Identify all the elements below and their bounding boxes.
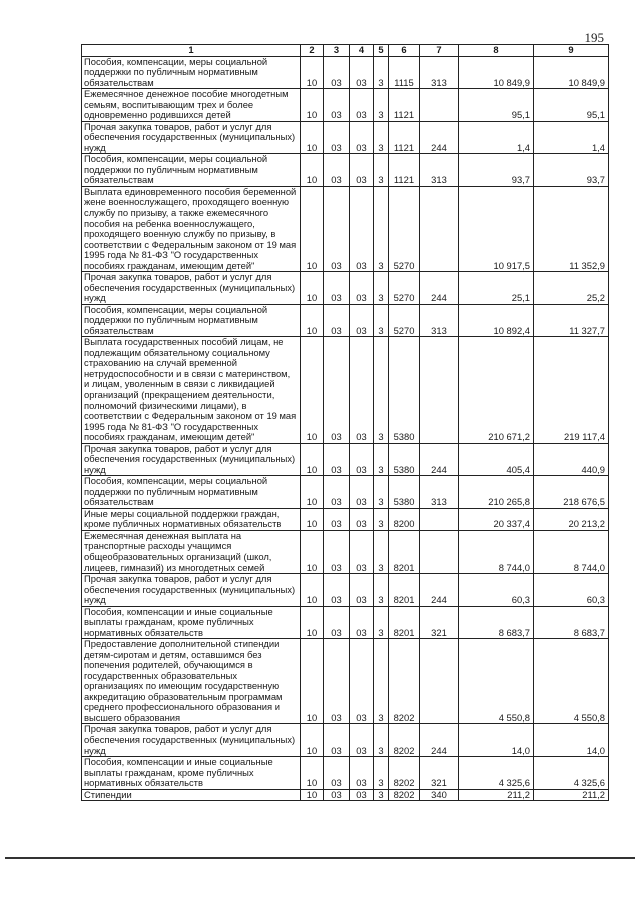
row-type: 321 bbox=[420, 606, 459, 639]
row-name: Прочая закупка товаров, работ и услуг для обеспечения государственных (муниципальных) нужд bbox=[82, 121, 301, 154]
row-amount-2020: 14,0 bbox=[459, 724, 534, 757]
table-header bbox=[82, 45, 609, 57]
row-amount-2020: 4 550,8 bbox=[459, 639, 534, 724]
row-section: 10 bbox=[301, 757, 324, 790]
row-subsection: 03 bbox=[324, 337, 350, 443]
row-subsection: 03 bbox=[324, 574, 350, 607]
row-code: 1115 bbox=[389, 56, 420, 89]
row-subsection: 03 bbox=[324, 606, 350, 639]
row-amount-2021: 1,4 bbox=[534, 121, 609, 154]
row-program: 3 bbox=[374, 476, 389, 509]
row-subsection-2: 03 bbox=[350, 639, 374, 724]
row-section: 10 bbox=[301, 154, 324, 187]
row-code: 8202 bbox=[389, 724, 420, 757]
row-subsection-2: 03 bbox=[350, 56, 374, 89]
row-program: 3 bbox=[374, 606, 389, 639]
row-subsection-2: 03 bbox=[350, 272, 374, 305]
row-subsection-2: 03 bbox=[350, 443, 374, 476]
row-amount-2021: 440,9 bbox=[534, 443, 609, 476]
row-amount-2021: 11 352,9 bbox=[534, 186, 609, 271]
row-section: 10 bbox=[301, 530, 324, 573]
row-amount-2020: 211,2 bbox=[459, 789, 534, 801]
row-amount-2021: 10 849,9 bbox=[534, 56, 609, 89]
row-amount-2020: 210 671,2 bbox=[459, 337, 534, 443]
row-amount-2021: 95,1 bbox=[534, 89, 609, 122]
row-type: 313 bbox=[420, 304, 459, 337]
header-col-3: 3 bbox=[324, 45, 350, 57]
table-body bbox=[82, 56, 609, 801]
table-row bbox=[82, 186, 609, 271]
row-section: 10 bbox=[301, 304, 324, 337]
row-type bbox=[420, 186, 459, 271]
row-program: 3 bbox=[374, 304, 389, 337]
row-amount-2020: 10 849,9 bbox=[459, 56, 534, 89]
row-program: 3 bbox=[374, 639, 389, 724]
row-section: 10 bbox=[301, 443, 324, 476]
row-section: 10 bbox=[301, 56, 324, 89]
row-section: 10 bbox=[301, 606, 324, 639]
row-subsection: 03 bbox=[324, 121, 350, 154]
row-amount-2021: 4 550,8 bbox=[534, 639, 609, 724]
row-subsection: 03 bbox=[324, 56, 350, 89]
row-subsection: 03 bbox=[324, 789, 350, 801]
row-section: 10 bbox=[301, 789, 324, 801]
table-row bbox=[82, 757, 609, 790]
row-amount-2021: 14,0 bbox=[534, 724, 609, 757]
row-subsection-2: 03 bbox=[350, 476, 374, 509]
row-amount-2021: 219 117,4 bbox=[534, 337, 609, 443]
header-col-9: 9 bbox=[534, 45, 609, 57]
row-type bbox=[420, 639, 459, 724]
row-program: 3 bbox=[374, 757, 389, 790]
row-type: 321 bbox=[420, 757, 459, 790]
table-row bbox=[82, 89, 609, 122]
row-section: 10 bbox=[301, 121, 324, 154]
row-code: 1121 bbox=[389, 89, 420, 122]
table-row bbox=[82, 639, 609, 724]
table-row bbox=[82, 724, 609, 757]
table-row bbox=[82, 337, 609, 443]
header-col-6: 6 bbox=[389, 45, 420, 57]
table-row bbox=[82, 476, 609, 509]
row-subsection: 03 bbox=[324, 443, 350, 476]
row-name: Выплата государственных пособий лицам, не подлежащим обязательному социальному страхованию на случай временной нетрудоспособности и в связи с материнством, и лицам, уволенным в связи с ликвидацией организаций (прекращением деятельности, полномочий физическими лицами), в соответствии с Федеральным законом от 19 мая 1995 года № 81-ФЗ "О государственных пособиях гражданам, имеющим детей" bbox=[82, 337, 301, 443]
row-name: Ежемесячное денежное пособие многодетным семьям, воспитывающим трех и более одновременно родившихся детей bbox=[82, 89, 301, 122]
row-code: 8201 bbox=[389, 574, 420, 607]
row-subsection: 03 bbox=[324, 724, 350, 757]
header-col-7: 7 bbox=[420, 45, 459, 57]
row-program: 3 bbox=[374, 186, 389, 271]
row-code: 8201 bbox=[389, 606, 420, 639]
row-amount-2021: 218 676,5 bbox=[534, 476, 609, 509]
page-number: 195 bbox=[584, 30, 604, 45]
row-program: 3 bbox=[374, 789, 389, 801]
row-subsection: 03 bbox=[324, 508, 350, 530]
row-subsection-2: 03 bbox=[350, 724, 374, 757]
row-amount-2020: 93,7 bbox=[459, 154, 534, 187]
row-name: Пособия, компенсации, меры социальной поддержки по публичным нормативным обязательствам bbox=[82, 304, 301, 337]
row-type: 244 bbox=[420, 272, 459, 305]
row-amount-2021: 8 744,0 bbox=[534, 530, 609, 573]
row-amount-2020: 8 683,7 bbox=[459, 606, 534, 639]
row-name: Выплата единовременного пособия беременной жене военнослужащего, проходящего военную службу по призыву, а также ежемесячного пособия на ребенка военнослужащего, проходящего военную службу по призыву, в соответствии с Федеральным законом от 19 мая 1995 года № 81-ФЗ "О государственных пособиях гражданам, имеющим детей" bbox=[82, 186, 301, 271]
row-subsection-2: 03 bbox=[350, 121, 374, 154]
row-amount-2021: 25,2 bbox=[534, 272, 609, 305]
row-type: 244 bbox=[420, 121, 459, 154]
row-program: 3 bbox=[374, 272, 389, 305]
row-section: 10 bbox=[301, 724, 324, 757]
row-type bbox=[420, 337, 459, 443]
row-subsection-2: 03 bbox=[350, 606, 374, 639]
row-program: 3 bbox=[374, 121, 389, 154]
row-subsection: 03 bbox=[324, 530, 350, 573]
row-name: Прочая закупка товаров, работ и услуг для обеспечения государственных (муниципальных) нужд bbox=[82, 443, 301, 476]
header-col-5: 5 bbox=[374, 45, 389, 57]
table-row bbox=[82, 443, 609, 476]
table-row bbox=[82, 154, 609, 187]
row-name: Пособия, компенсации и иные социальные выплаты гражданам, кроме публичных нормативных обязательств bbox=[82, 757, 301, 790]
row-amount-2020: 8 744,0 bbox=[459, 530, 534, 573]
row-subsection-2: 03 bbox=[350, 89, 374, 122]
bottom-rule bbox=[5, 857, 635, 859]
row-section: 10 bbox=[301, 272, 324, 305]
row-code: 5270 bbox=[389, 186, 420, 271]
row-program: 3 bbox=[374, 443, 389, 476]
row-code: 8202 bbox=[389, 757, 420, 790]
row-section: 10 bbox=[301, 508, 324, 530]
row-name: Предоставление дополнительной стипендии детям-сиротам и детям, оставшимся без попечения родителей, обучающимся в государственных образовательных организациях по имеющим государственную аккредитацию образовательным программам среднего профессионального образования и высшего образования bbox=[82, 639, 301, 724]
row-type: 340 bbox=[420, 789, 459, 801]
header-col-2: 2 bbox=[301, 45, 324, 57]
row-program: 3 bbox=[374, 508, 389, 530]
row-subsection-2: 03 bbox=[350, 789, 374, 801]
row-amount-2020: 405,4 bbox=[459, 443, 534, 476]
row-program: 3 bbox=[374, 337, 389, 443]
row-code: 1121 bbox=[389, 121, 420, 154]
row-section: 10 bbox=[301, 476, 324, 509]
row-code: 1121 bbox=[389, 154, 420, 187]
row-subsection: 03 bbox=[324, 304, 350, 337]
row-amount-2020: 60,3 bbox=[459, 574, 534, 607]
row-subsection-2: 03 bbox=[350, 337, 374, 443]
row-amount-2021: 11 327,7 bbox=[534, 304, 609, 337]
row-name: Ежемесячная денежная выплата на транспортные расходы учащимся общеобразовательных организаций (школ, лицеев, гимназий) из многодетных семей bbox=[82, 530, 301, 573]
row-subsection-2: 03 bbox=[350, 508, 374, 530]
row-program: 3 bbox=[374, 154, 389, 187]
row-name: Прочая закупка товаров, работ и услуг для обеспечения государственных (муниципальных) нужд bbox=[82, 724, 301, 757]
row-code: 8200 bbox=[389, 508, 420, 530]
row-amount-2020: 25,1 bbox=[459, 272, 534, 305]
table-row bbox=[82, 121, 609, 154]
row-subsection: 03 bbox=[324, 757, 350, 790]
budget-table bbox=[81, 44, 609, 801]
row-subsection: 03 bbox=[324, 272, 350, 305]
table-row bbox=[82, 272, 609, 305]
table-row bbox=[82, 606, 609, 639]
row-amount-2021: 20 213,2 bbox=[534, 508, 609, 530]
row-subsection: 03 bbox=[324, 154, 350, 187]
row-code: 5270 bbox=[389, 272, 420, 305]
header-col-1: 1 bbox=[82, 45, 301, 57]
header-col-4: 4 bbox=[350, 45, 374, 57]
row-type: 313 bbox=[420, 476, 459, 509]
row-amount-2020: 10 917,5 bbox=[459, 186, 534, 271]
row-amount-2021: 8 683,7 bbox=[534, 606, 609, 639]
row-section: 10 bbox=[301, 89, 324, 122]
row-program: 3 bbox=[374, 56, 389, 89]
row-name: Прочая закупка товаров, работ и услуг для обеспечения государственных (муниципальных) нужд bbox=[82, 574, 301, 607]
row-amount-2020: 95,1 bbox=[459, 89, 534, 122]
row-section: 10 bbox=[301, 639, 324, 724]
row-name: Прочая закупка товаров, работ и услуг для обеспечения государственных (муниципальных) нужд bbox=[82, 272, 301, 305]
row-type bbox=[420, 89, 459, 122]
row-name: Иные меры социальной поддержки граждан, кроме публичных нормативных обязательств bbox=[82, 508, 301, 530]
row-amount-2021: 93,7 bbox=[534, 154, 609, 187]
row-section: 10 bbox=[301, 337, 324, 443]
row-name: Пособия, компенсации, меры социальной поддержки по публичным нормативным обязательствам bbox=[82, 56, 301, 89]
table-row bbox=[82, 530, 609, 573]
row-type bbox=[420, 530, 459, 573]
row-code: 5380 bbox=[389, 476, 420, 509]
row-amount-2021: 4 325,6 bbox=[534, 757, 609, 790]
row-code: 5270 bbox=[389, 304, 420, 337]
row-program: 3 bbox=[374, 89, 389, 122]
row-code: 5380 bbox=[389, 443, 420, 476]
row-program: 3 bbox=[374, 574, 389, 607]
row-type: 313 bbox=[420, 56, 459, 89]
table-row bbox=[82, 508, 609, 530]
row-subsection: 03 bbox=[324, 639, 350, 724]
row-name: Стипендии bbox=[82, 789, 301, 801]
row-subsection-2: 03 bbox=[350, 574, 374, 607]
row-amount-2021: 60,3 bbox=[534, 574, 609, 607]
row-subsection-2: 03 bbox=[350, 530, 374, 573]
row-program: 3 bbox=[374, 530, 389, 573]
row-amount-2020: 20 337,4 bbox=[459, 508, 534, 530]
table-row bbox=[82, 304, 609, 337]
row-name: Пособия, компенсации, меры социальной поддержки по публичным нормативным обязательствам bbox=[82, 154, 301, 187]
row-type: 313 bbox=[420, 154, 459, 187]
row-code: 8202 bbox=[389, 639, 420, 724]
row-name: Пособия, компенсации, меры социальной поддержки по публичным нормативным обязательствам bbox=[82, 476, 301, 509]
row-type: 244 bbox=[420, 443, 459, 476]
row-amount-2021: 211,2 bbox=[534, 789, 609, 801]
row-code: 8201 bbox=[389, 530, 420, 573]
row-subsection-2: 03 bbox=[350, 304, 374, 337]
row-code: 5380 bbox=[389, 337, 420, 443]
header-col-8: 8 bbox=[459, 45, 534, 57]
row-amount-2020: 10 892,4 bbox=[459, 304, 534, 337]
row-subsection-2: 03 bbox=[350, 154, 374, 187]
row-section: 10 bbox=[301, 186, 324, 271]
row-type: 244 bbox=[420, 574, 459, 607]
table-row bbox=[82, 574, 609, 607]
row-type: 244 bbox=[420, 724, 459, 757]
table-row bbox=[82, 789, 609, 801]
table-row bbox=[82, 56, 609, 89]
row-subsection: 03 bbox=[324, 89, 350, 122]
row-subsection: 03 bbox=[324, 186, 350, 271]
row-amount-2020: 1,4 bbox=[459, 121, 534, 154]
row-amount-2020: 4 325,6 bbox=[459, 757, 534, 790]
row-amount-2020: 210 265,8 bbox=[459, 476, 534, 509]
row-subsection: 03 bbox=[324, 476, 350, 509]
row-section: 10 bbox=[301, 574, 324, 607]
row-type bbox=[420, 508, 459, 530]
row-program: 3 bbox=[374, 724, 389, 757]
row-code: 8202 bbox=[389, 789, 420, 801]
row-subsection-2: 03 bbox=[350, 186, 374, 271]
row-subsection-2: 03 bbox=[350, 757, 374, 790]
row-name: Пособия, компенсации и иные социальные выплаты гражданам, кроме публичных нормативных обязательств bbox=[82, 606, 301, 639]
